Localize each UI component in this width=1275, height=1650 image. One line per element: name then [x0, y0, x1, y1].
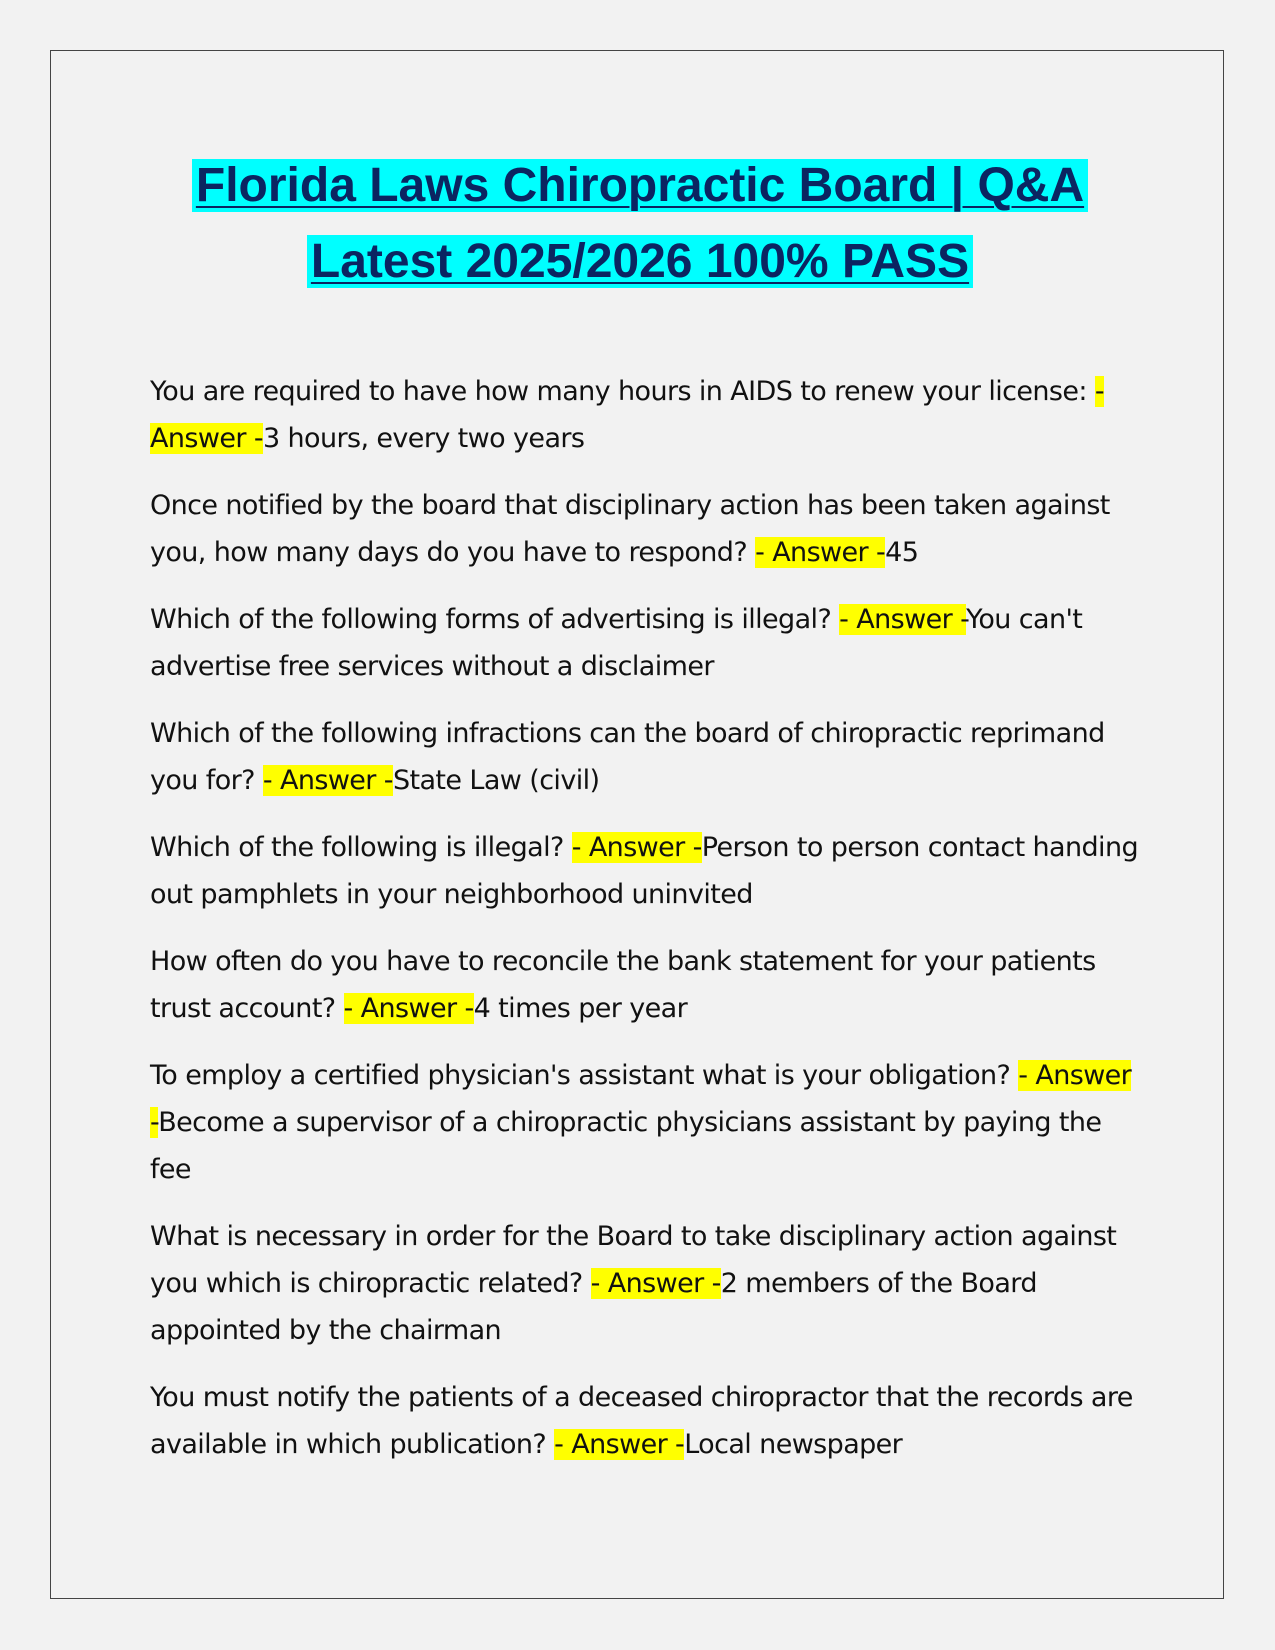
qa-item: [150, 938, 1140, 1032]
answer-text: Local newspaper: [684, 1429, 903, 1460]
answer-text: 3 hours, every two years: [262, 423, 585, 454]
document-title: [150, 148, 1130, 300]
document-title-text: Florida Laws Chiropractic Board | Q&A Latest 2025/2026 100% PASS: [192, 159, 1088, 288]
answer-marker: - Answer -: [554, 1429, 685, 1460]
question-text: To employ a certified physician's assistant what is your obligation?: [150, 1060, 1019, 1091]
answer-marker: - Answer -: [262, 765, 393, 796]
answer-marker: - Answer -: [755, 537, 886, 568]
answer-text: Become a supervisor of a chiropractic physicians assistant by paying the fee: [150, 1107, 1102, 1185]
question-text: What is necessary in order for the Board to take disciplinary action against you which is chiropractic related?: [150, 1221, 1117, 1299]
qa-item: [150, 1374, 1140, 1468]
answer-marker: - Answer -: [150, 1060, 1132, 1138]
qa-item: [150, 710, 1140, 804]
question-text: Which of the following is illegal?: [150, 832, 572, 863]
answer-text: State Law (civil): [392, 765, 600, 796]
question-text: How often do you have to reconcile the bank statement for your patients trust account?: [150, 946, 1096, 1024]
answer-marker: - Answer -: [150, 376, 1105, 454]
answer-text: 2 members of the Board appointed by the chairman: [150, 1268, 1037, 1346]
answer-marker: - Answer -: [590, 1268, 721, 1299]
question-text: Which of the following infractions can the board of chiropractic reprimand you for?: [150, 718, 1105, 796]
qa-item: [150, 482, 1140, 576]
question-text: Once notified by the board that disciplinary action has been taken against you, how many days do you have to respond?: [150, 490, 1110, 568]
qa-item: [150, 1052, 1140, 1193]
qa-item: [150, 368, 1140, 462]
answer-text: You can't advertise free services without a disclaimer: [150, 604, 1083, 682]
answer-text: 4 times per year: [473, 993, 688, 1024]
qa-item: [150, 824, 1140, 918]
qa-item: [150, 1213, 1140, 1354]
answer-marker: - Answer -: [839, 604, 967, 635]
question-text: You must notify the patients of a deceased chiropractor that the records are available in which publication?: [150, 1382, 1133, 1460]
qa-item: [150, 596, 1140, 690]
question-text: You are required to have how many hours in AIDS to renew your license:: [150, 376, 1095, 407]
qa-list: [150, 368, 1140, 1488]
answer-marker: - Answer -: [343, 993, 474, 1024]
answer-marker: - Answer -: [571, 832, 702, 863]
question-text: Which of the following forms of advertising is illegal?: [150, 604, 840, 635]
answer-text: Person to person contact handing out pamphlets in your neighborhood uninvited: [150, 832, 1139, 910]
answer-text: 45: [885, 537, 919, 568]
